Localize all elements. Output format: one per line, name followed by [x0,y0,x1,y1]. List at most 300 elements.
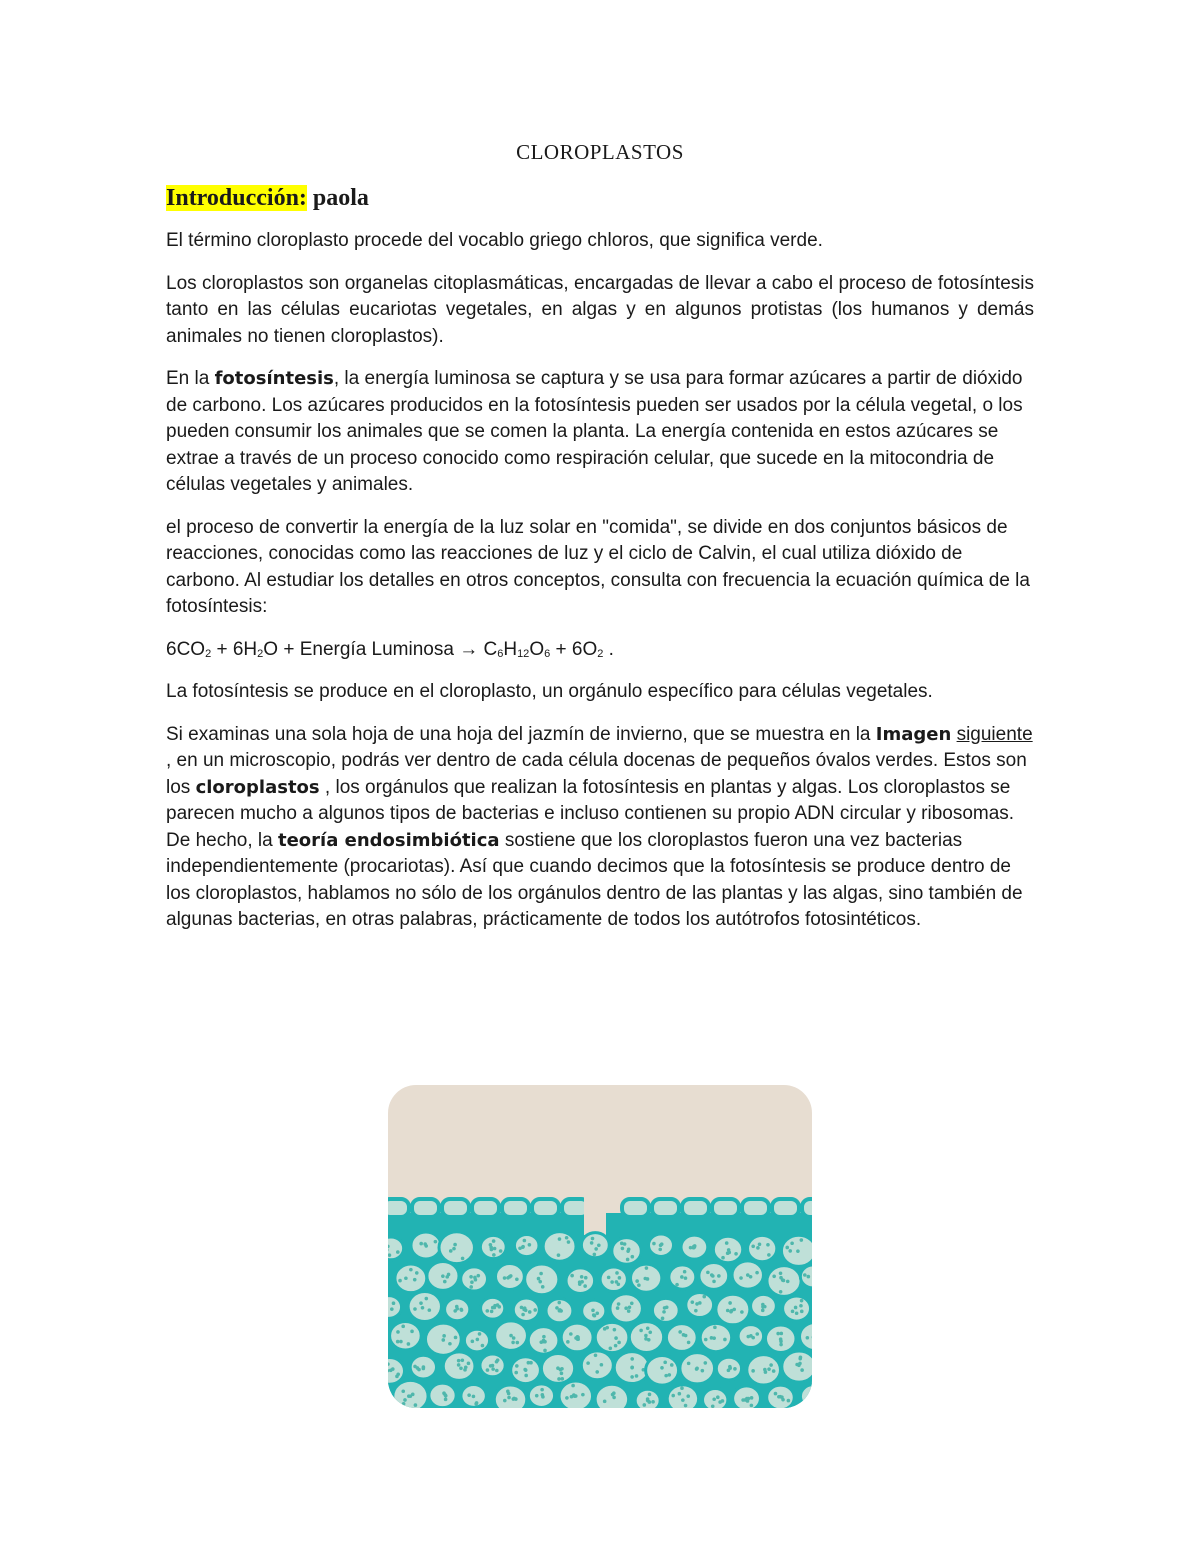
chloroplast-dot [712,1280,716,1284]
chloroplast-dot [616,1306,620,1310]
paragraph-4: el proceso de convertir la energía de la luz solar en "comida", se divide en dos conjuntos básicos de reacciones, conocidas como las reacciones de luz y el ciclo de Calvin, el cual utiliza dióxido de carbono. Al estudiar los detalles en otros conceptos, consulta con frecuencia la ecuación química de la fotosíntesis: [166,516,1030,617]
mesophyll-cell [408,1291,441,1321]
epidermis-cell [532,1199,559,1217]
chloroplast-dot [390,1307,394,1311]
chloroplast-dot [807,1275,811,1279]
chloroplast-dot [651,1400,655,1404]
chloroplast-dot [395,1375,399,1379]
chloroplast-dot [684,1276,688,1280]
chloroplast-dot [800,1310,804,1314]
chloroplast-dot [630,1375,634,1379]
chloroplast-dot [591,1309,595,1313]
chloroplast-dot [767,1367,771,1371]
chloroplast-dot [453,1243,457,1247]
chloroplast-dot [472,1395,476,1399]
chloroplast-dot [558,1237,562,1241]
chloroplast-dot [739,1276,743,1280]
chloroplast-dot [538,1280,542,1284]
chloroplast-dot [528,1243,532,1247]
chloroplast-dot [444,1398,448,1402]
chloroplast-dot [518,1246,522,1250]
chloroplast-dot [624,1306,628,1310]
epidermis-cell [502,1199,529,1217]
chloroplast-dot [806,1336,810,1340]
chloroplast-dot [787,1399,791,1403]
chloroplast-dot [777,1395,781,1399]
chloroplast-dot [595,1370,599,1374]
chloroplast-dot [524,1374,528,1378]
document-title: CLOROPLASTOS [516,140,684,164]
chloroplast-dot [557,1301,561,1305]
chloroplast-dot [396,1330,400,1334]
chloroplast-dot [448,1342,452,1346]
eq-part: + 6H [211,638,258,660]
chloroplast-dot [476,1338,480,1342]
chloroplast-dot [509,1334,513,1338]
chloroplast-dot [569,1332,573,1336]
chloroplast-dot [490,1310,494,1314]
p3-bold-fotosintesis: fotosíntesis [214,368,334,389]
mesophyll-cell [388,1296,402,1319]
chloroplast-dot [680,1275,684,1279]
epidermis-cell [622,1199,649,1217]
chloroplast-dot [557,1253,561,1257]
eq-sub: 2 [205,647,212,660]
chloroplast-dot [767,1253,771,1257]
chloroplast-dot [617,1302,621,1306]
eq-sub: 2 [597,647,604,660]
chloroplast-dot [769,1363,773,1367]
chloroplast-dot [727,1369,731,1373]
mesophyll-cell [429,1383,456,1408]
eq-part: O [529,638,545,660]
chloroplast-dot [794,1306,798,1310]
eq-sub: 2 [257,647,264,660]
chloroplast-dot [704,1361,708,1365]
chloroplast-dot [695,1367,699,1371]
mesophyll-cell [390,1322,422,1350]
chloroplast-dot [506,1390,510,1394]
chloroplast-dot [639,1329,643,1333]
chloroplast-dot [779,1340,783,1344]
paragraph-3 [166,366,1034,499]
chloroplast-dot [661,1317,665,1321]
chloroplast-dot [441,1274,445,1278]
chloroplast-dot [621,1247,625,1251]
chloroplast-dot [413,1278,417,1282]
chloroplast-dot [398,1279,402,1283]
chloroplast-dot [796,1249,800,1253]
chloroplast-dot [539,1272,543,1276]
chloroplast-dot [481,1344,485,1348]
chloroplast-dot [469,1275,473,1279]
chloroplast-dot [454,1336,458,1340]
chloroplast-dot [800,1368,804,1372]
chloroplast-dot [635,1374,639,1378]
chloroplast-dot [419,1242,423,1246]
chloroplast-dot [684,1334,688,1338]
chloroplast-dot [795,1311,799,1315]
chloroplast-dot [492,1253,496,1257]
chloroplast-dot [670,1363,674,1367]
eq-part: + 6O [550,638,598,660]
chloroplast-dot [786,1280,790,1284]
chloroplast-dot [716,1395,720,1399]
chloroplast-dot [523,1239,527,1243]
chemical-equation [166,637,1034,664]
cell-layer [388,1195,812,1408]
chloroplast-dot [751,1369,755,1373]
chloroplast-dot [675,1283,679,1287]
chloroplast-dot [662,1310,666,1314]
chloroplast-dot [535,1394,539,1398]
chloroplast-dot [543,1349,547,1353]
leaf-cells-illustration [388,1085,812,1408]
chloroplast-dot [740,1310,744,1314]
mesophyll-cell [800,1385,812,1408]
chloroplast-dot [413,1307,417,1311]
stoma-gap [584,1195,606,1235]
eq-sub: 6 [544,647,551,660]
chloroplast-dot [537,1277,541,1281]
chloroplast-dot [492,1239,496,1243]
p6-bold-cloroplastos: cloroplastos [195,776,320,798]
chloroplast-dot [540,1388,544,1392]
chloroplast-dot [511,1341,515,1345]
chloroplast-dot [755,1271,759,1275]
chloroplast-dot [424,1244,428,1248]
chloroplast-dot [764,1370,768,1374]
chloroplast-dot [425,1297,429,1301]
chloroplast-dot [461,1257,465,1261]
chloroplast-dot [419,1301,423,1305]
chloroplast-dot [583,1284,587,1288]
chloroplast-dot [516,1341,520,1345]
chloroplast-dot [474,1402,478,1406]
chloroplast-dot [776,1332,780,1336]
chloroplast-dot [521,1313,525,1317]
chloroplast-dot [590,1241,594,1245]
epidermis-cell [712,1199,739,1217]
chloroplast-dot [646,1326,650,1330]
chloroplast-dot [396,1340,400,1344]
chloroplast-dot [464,1366,468,1370]
chloroplast-dot [610,1280,614,1284]
chloroplast-dot [665,1306,669,1310]
chloroplast-dot [626,1258,630,1262]
chloroplast-dot [734,1252,738,1256]
chloroplast-dot [774,1392,778,1396]
chloroplast-dot [584,1276,588,1280]
chloroplast-dot [499,1249,503,1253]
chloroplast-dot [615,1280,619,1284]
chloroplast-dot [630,1357,634,1361]
chloroplast-dot [652,1242,656,1246]
chloroplast-dot [799,1304,803,1308]
chloroplast-dot [409,1394,413,1398]
eq-sub: 12 [517,647,530,660]
chloroplast-dot [523,1306,527,1310]
chloroplast-dot [421,1306,425,1310]
chloroplast-dot [702,1295,706,1299]
chloroplast-dot [512,1397,516,1401]
chloroplast-dot [800,1238,804,1242]
chloroplast-dot [594,1353,598,1357]
chloroplast-dot [721,1256,725,1260]
chloroplast-dot [791,1310,795,1314]
mesophyll-cell [600,1267,627,1292]
chloroplast-dot [514,1371,518,1375]
chloroplast-dot [756,1246,760,1250]
chloroplast-dot [471,1340,475,1344]
chloroplast-dot [555,1306,559,1310]
chloroplast-dot [607,1276,611,1280]
chloroplast-dot [571,1384,575,1388]
chloroplast-dot [701,1369,705,1373]
chloroplast-dot [581,1393,585,1397]
chloroplast-dot [788,1249,792,1253]
chloroplast-dot [687,1362,691,1366]
chloroplast-dot [445,1275,449,1279]
p6-bold-teoria: teoría endosimbiótica [277,829,500,851]
chloroplast-dot [704,1338,708,1342]
chloroplast-dot [613,1328,617,1332]
chloroplast-dot [407,1342,411,1346]
chloroplast-dot [455,1305,459,1309]
chloroplast-dot [763,1305,767,1309]
eq-part: O + Energía Luminosa → C [263,638,498,660]
chloroplast-dot [402,1402,406,1406]
chloroplast-dot [557,1377,561,1381]
mesophyll-cell [686,1293,714,1318]
chloroplast-dot [565,1396,569,1400]
chloroplast-dot [597,1243,601,1247]
chloroplast-dot [391,1367,395,1371]
paragraph-5: La fotosíntesis se produce en el cloroplasto, un orgánulo específico para células vegetales. [166,681,933,702]
chloroplast-dot [560,1367,564,1371]
chloroplast-dot [785,1246,789,1250]
chloroplast-dot [478,1332,482,1336]
chloroplast-dot [706,1271,710,1275]
p6-text-e: , en un microscopio, podrás ver dentro de cada célula docenas de pequeños óvalos verdes. Estos son los [166,750,1027,798]
chloroplast-dot [779,1290,783,1294]
mesophyll-cell [439,1232,474,1264]
eq-part: 6CO [166,638,206,660]
siguiente-link[interactable]: siguiente [956,723,1033,745]
chloroplast-dot [751,1336,755,1340]
chloroplast-dot [560,1372,564,1376]
chloroplast-dot [491,1367,495,1371]
chloroplast-dot [533,1308,537,1312]
mesophyll-cell [782,1351,812,1382]
chloroplast-dot [617,1341,621,1345]
chloroplast-dot [593,1253,597,1257]
microscope-image [388,1085,812,1408]
chloroplast-dot [694,1309,698,1313]
chloroplast-dot [750,1396,754,1400]
mesophyll-cell [800,1265,812,1288]
chloroplast-dot [710,1336,714,1340]
chloroplast-dot [725,1241,729,1245]
chloroplast-dot [515,1364,519,1368]
chloroplast-dot [404,1276,408,1280]
chloroplast-dot [648,1400,652,1404]
chloroplast-dot [576,1337,580,1341]
p6-text-g: , los orgánulos que realizan la fotosíntesis en plantas y algas. Los cloroplastos se parecen mucho a algunos tipos de bacterias e incluso contienen su propio ADN circular y ribosomas. De hecho, la [166,776,1015,851]
chloroplast-dot [580,1275,584,1279]
p6-text-i: sostiene que los cloroplastos fueron una vez bacterias independientemente (procariotas). Así que cuando decimos que la fotosíntesis se produce dentro de los cloroplastos, hablamos no sólo de los orgánulos dentro de las plantas y las algas, sino también de algunas bacterias, en otras palabras, prácticamente de todos los autótrofos fotosintéticos. [166,829,1023,930]
chloroplast-dot [751,1244,755,1248]
mesophyll-cell [543,1232,576,1262]
mesophyll-cell [646,1355,679,1385]
mesophyll-cell [652,1298,679,1322]
chloroplast-dot [609,1346,613,1350]
chloroplast-dot [687,1341,691,1345]
chloroplast-dot [528,1310,532,1314]
chloroplast-dot [401,1389,405,1393]
p6-text-a: Si examinas una sola hoja de una hoja del jazmín de invierno, que se muestra en la [166,723,876,745]
chloroplast-dot [755,1332,759,1336]
chloroplast-dot [711,1404,715,1408]
chloroplast-dot [790,1241,794,1245]
chloroplast-dot [573,1394,577,1398]
chloroplast-dot [461,1358,465,1362]
chloroplast-dot [660,1366,664,1370]
p3-text-a: En la [166,368,215,389]
chloroplast-dot [671,1394,675,1398]
chloroplast-dot [452,1247,456,1251]
epidermis-cell [412,1199,439,1217]
chloroplast-dot [567,1240,571,1244]
mesophyll-cell [494,1385,526,1408]
chloroplast-dot [630,1302,634,1306]
eq-part: H [503,638,518,660]
chloroplast-dot [644,1334,648,1338]
chloroplast-dot [727,1251,731,1255]
chloroplast-dot [766,1243,770,1247]
chloroplast-dot [542,1335,546,1339]
chloroplast-dot [680,1386,684,1390]
chloroplast-dot [453,1309,457,1313]
epidermis-cell [682,1199,709,1217]
chloroplast-dot [695,1302,699,1306]
chloroplast-dot [541,1395,545,1399]
chloroplast-dot [648,1330,652,1334]
chloroplast-dot [508,1275,512,1279]
chloroplast-dot [396,1250,400,1254]
chloroplast-dot [728,1301,732,1305]
chloroplast-dot [779,1343,783,1347]
chloroplast-dot [614,1336,618,1340]
chloroplast-dot [772,1369,776,1373]
epidermis-cell [802,1199,812,1217]
chloroplast-dot [647,1338,651,1342]
chloroplast-dot [664,1374,668,1378]
chloroplast-dot [721,1399,725,1403]
chloroplast-dot [491,1364,495,1368]
chloroplast-dot [503,1399,507,1403]
chloroplast-dot [460,1308,464,1312]
chloroplast-dot [493,1247,497,1251]
chloroplast-dot [542,1339,546,1343]
intro-heading [166,185,1034,212]
chloroplast-dot [474,1278,478,1282]
chloroplast-dot [643,1277,647,1281]
chloroplast-dot [746,1273,750,1277]
chloroplast-dot [683,1270,687,1274]
chloroplast-dot [620,1242,624,1246]
mesophyll-cell [666,1324,697,1352]
chloroplast-dot [565,1236,569,1240]
chloroplast-dot [486,1309,490,1313]
chloroplast-dot [605,1326,609,1330]
chloroplast-dot [410,1330,414,1334]
chloroplast-dot [658,1248,662,1252]
chloroplast-dot [422,1367,426,1371]
chloroplast-dot [758,1242,762,1246]
mesophyll-cell [514,1234,539,1256]
chloroplast-dot [578,1280,582,1284]
chloroplast-dot [781,1278,785,1282]
chloroplast-dot [713,1326,717,1330]
mesophyll-cell [393,1380,428,1408]
chloroplast-dot [495,1360,499,1364]
chloroplast-dot [645,1266,649,1270]
chloroplast-dot [503,1276,507,1280]
document-page [166,140,1034,950]
chloroplast-dot [560,1377,564,1381]
chloroplast-dot [392,1301,396,1305]
chloroplast-dot [541,1285,545,1289]
chloroplast-dot [681,1398,685,1402]
chloroplast-dot [684,1404,688,1408]
epidermis-cell [772,1199,799,1217]
eq-sub: 6 [497,647,504,660]
chloroplast-dot [521,1245,525,1249]
chloroplast-dot [799,1355,803,1359]
chloroplast-dot [743,1398,747,1402]
chloroplast-dot [467,1362,471,1366]
chloroplast-dot [586,1361,590,1365]
chloroplast-dot [603,1400,607,1404]
chloroplast-dot [570,1274,574,1278]
chloroplast-dot [507,1396,511,1400]
intro-label: Introducción: [166,185,307,211]
chloroplast-dot [678,1392,682,1396]
chloroplast-dot [594,1247,598,1251]
chloroplast-dot [659,1243,663,1247]
mesophyll-cell [525,1264,559,1295]
chloroplast-dot [746,1335,750,1339]
chloroplast-dot [798,1362,802,1366]
chloroplast-dot [415,1271,419,1275]
chloroplast-dot [761,1309,765,1313]
eq-part: . [603,638,614,660]
chloroplast-dot [726,1309,730,1313]
paragraph-2: Los cloroplastos son organelas citoplasmáticas, encargadas de llevar a cabo el proceso de fotosíntesis tanto en las células eucariotas vegetales, en algas y en algunos protistas (los humanos y demás animales no tienen cloroplastos). [166,272,1034,347]
chloroplast-dot [663,1361,667,1365]
epidermis-cell [472,1199,499,1217]
chloroplast-dot [803,1273,807,1277]
chloroplast-dot [615,1271,619,1275]
chloroplast-dot [668,1373,672,1377]
chloroplast-dot [628,1306,632,1310]
chloroplast-dot [403,1398,407,1402]
chloroplast-dot [416,1366,420,1370]
chloroplast-dot [493,1304,497,1308]
chloroplast-dot [711,1274,715,1278]
chloroplast-dot [512,1336,516,1340]
